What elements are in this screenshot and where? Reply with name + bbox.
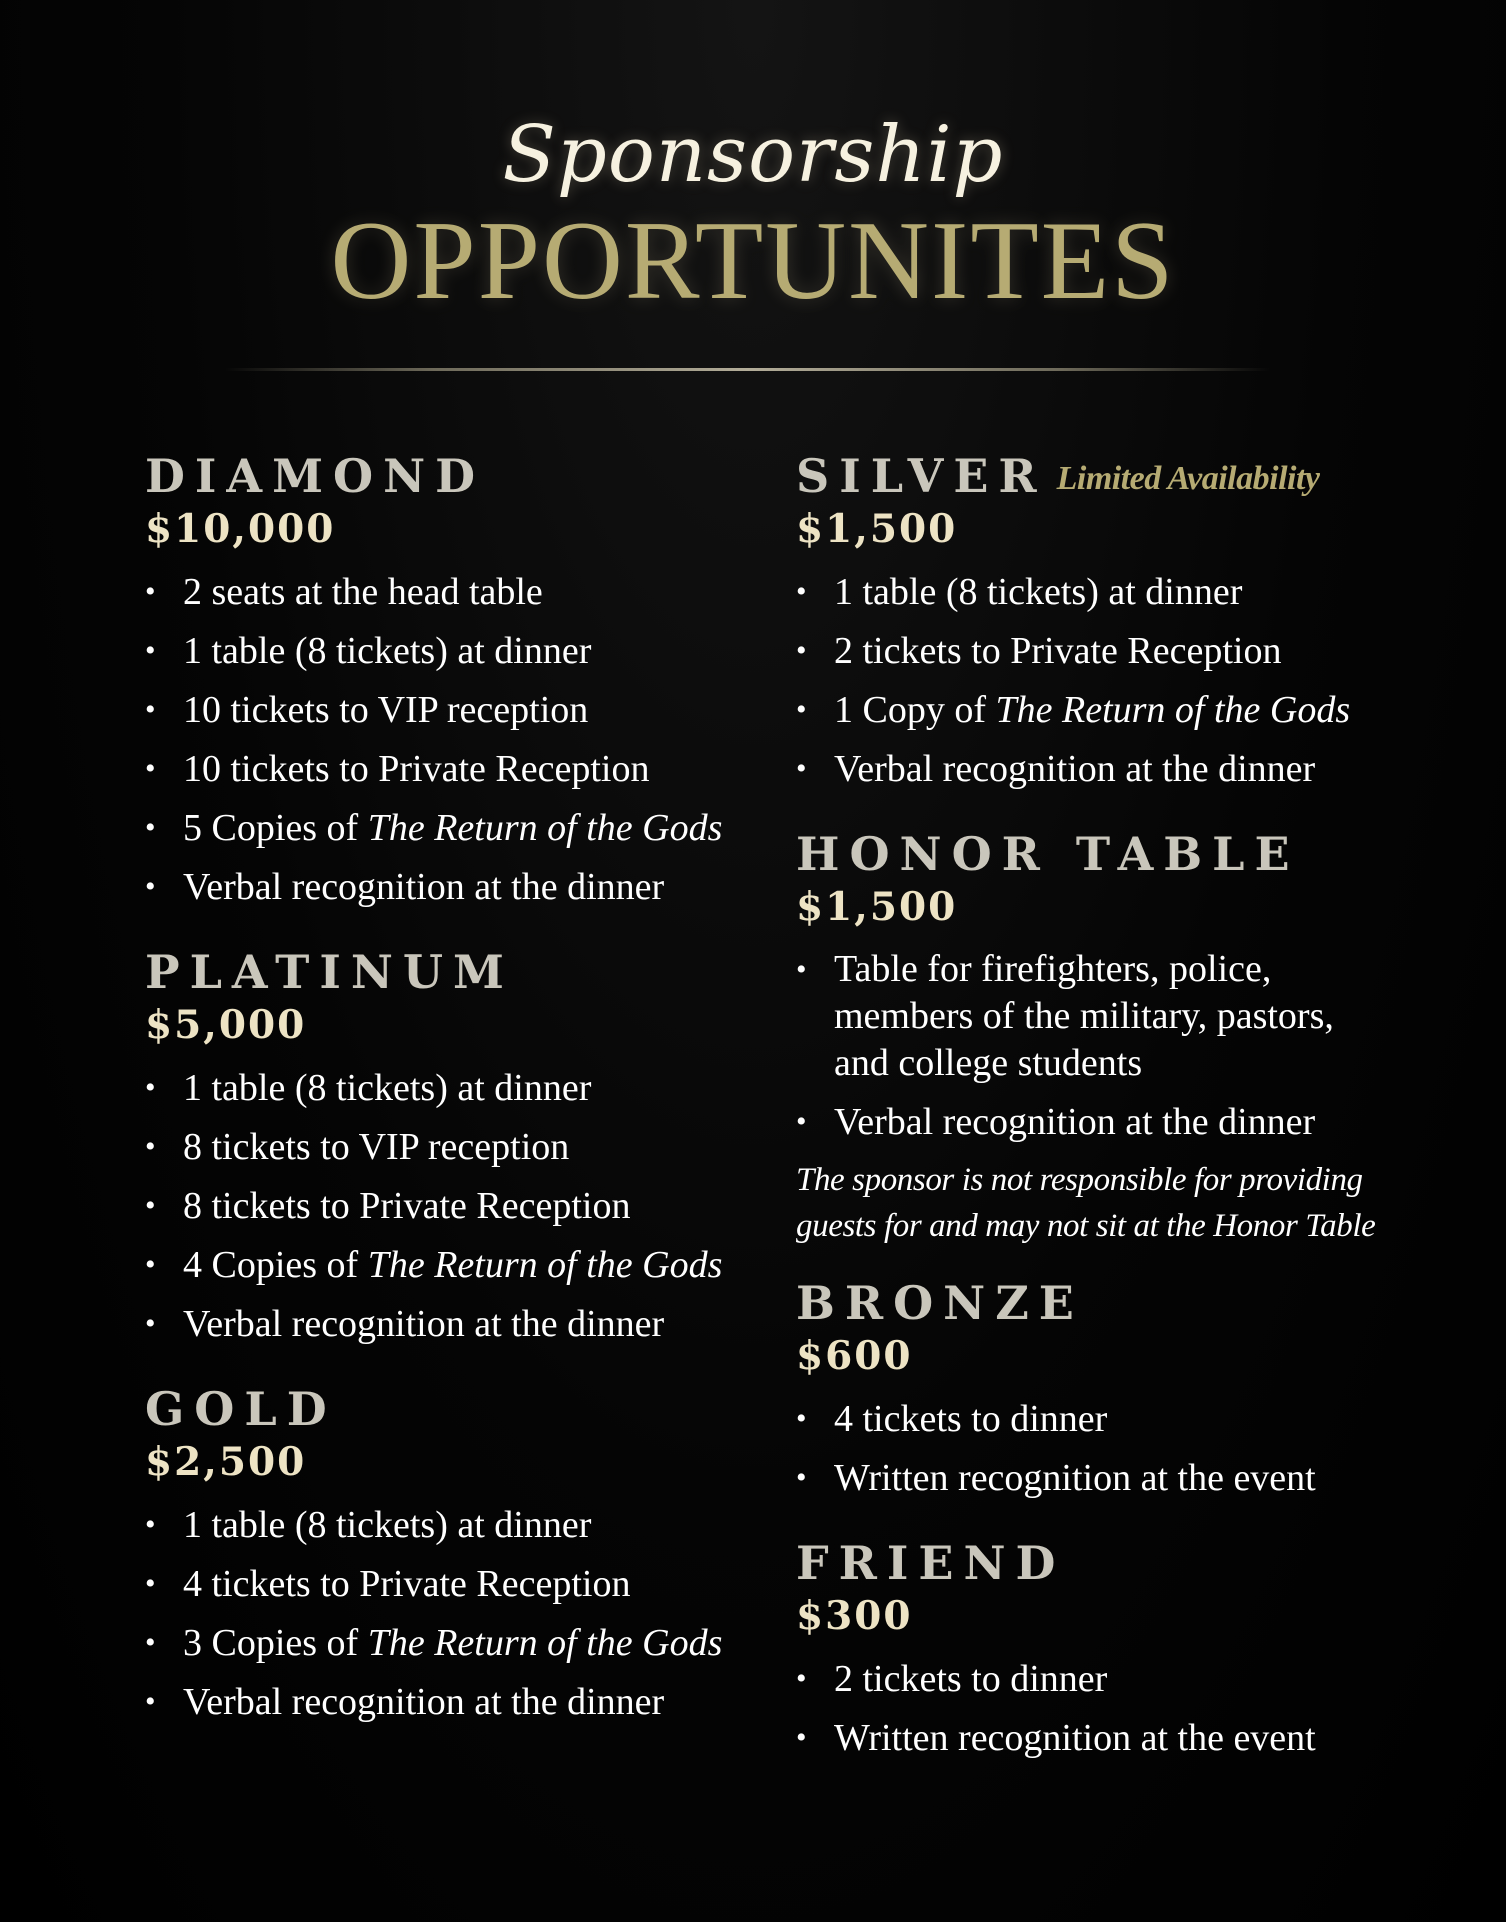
main-title: OPPORTUNITES xyxy=(330,199,1176,323)
list-item: • 1 Copy of The Return of the Gods xyxy=(796,686,1396,734)
list-item: • 4 Copies of The Return of the Gods xyxy=(145,1241,765,1289)
perk-list xyxy=(796,946,1396,1146)
book-title: The Return of the Gods xyxy=(995,689,1351,731)
left-column xyxy=(145,448,765,1737)
list-item: • 1 table (8 tickets) at dinner xyxy=(796,568,1396,616)
tier-name: GOLD xyxy=(145,1382,337,1436)
list-item: • Verbal recognition at the dinner xyxy=(145,1678,765,1726)
tier-name: SILVER Limited Availability xyxy=(796,449,1320,503)
perk-list xyxy=(145,568,765,911)
list-item: • 8 tickets to Private Reception xyxy=(145,1182,765,1230)
list-item: • 2 tickets to Private Reception xyxy=(796,627,1396,675)
list-item: • Written recognition at the event xyxy=(796,1714,1396,1762)
list-item: • Written recognition at the event xyxy=(796,1454,1396,1502)
tier-name: FRIEND xyxy=(796,1536,1066,1590)
list-item: • 10 tickets to Private Reception xyxy=(145,745,765,793)
perk-list xyxy=(145,1064,765,1348)
title-divider xyxy=(225,368,1270,371)
list-item: • 1 table (8 tickets) at dinner xyxy=(145,627,765,675)
tier-price: $1,500 xyxy=(796,506,958,552)
perk-list xyxy=(796,1655,1396,1762)
tier-price: $600 xyxy=(796,1333,913,1379)
tier-price: $5,000 xyxy=(145,1002,307,1048)
list-item: • 1 table (8 tickets) at dinner xyxy=(145,1064,765,1112)
tier-bronze xyxy=(796,1275,1396,1502)
tier-gold xyxy=(145,1381,765,1726)
tier-price: $10,000 xyxy=(145,506,336,552)
tier-price: $2,500 xyxy=(145,1439,307,1485)
list-item: • 2 seats at the head table xyxy=(145,568,765,616)
list-item: • 2 tickets to dinner xyxy=(796,1655,1396,1703)
book-title: The Return of the Gods xyxy=(367,1622,723,1664)
tier-silver xyxy=(796,448,1396,793)
perk-list xyxy=(796,568,1396,793)
tier-price: $1,500 xyxy=(796,884,958,930)
tier-honor-table xyxy=(796,826,1396,1249)
list-item: • 3 Copies of The Return of the Gods xyxy=(145,1619,765,1667)
tier-diamond xyxy=(145,448,765,911)
tier-friend xyxy=(796,1535,1396,1762)
list-item: • 4 tickets to Private Reception xyxy=(145,1560,765,1608)
perk-list xyxy=(145,1501,765,1726)
list-item: • Verbal recognition at the dinner xyxy=(796,745,1396,793)
book-title: The Return of the Gods xyxy=(367,807,723,849)
perk-list xyxy=(796,1395,1396,1502)
list-item: • 1 table (8 tickets) at dinner xyxy=(145,1501,765,1549)
list-item: • 8 tickets to VIP reception xyxy=(145,1123,765,1171)
tier-name: BRONZE xyxy=(796,1276,1084,1330)
list-item: • 4 tickets to dinner xyxy=(796,1395,1396,1443)
tier-platinum xyxy=(145,944,765,1348)
tier-name: PLATINUM xyxy=(145,945,514,999)
list-item: • 5 Copies of The Return of the Gods xyxy=(145,804,765,852)
book-title: The Return of the Gods xyxy=(367,1244,723,1286)
list-item: • Table for firefighters, police, members of the military, pastors, and college students xyxy=(796,946,1396,1087)
honor-table-footnote: The sponsor is not responsible for providing guests for and may not sit at the Honor Table xyxy=(796,1162,1376,1244)
list-item: • Verbal recognition at the dinner xyxy=(145,1300,765,1348)
script-title: Sponsorship xyxy=(502,110,1004,200)
right-column xyxy=(796,448,1396,1773)
list-item: • 10 tickets to VIP reception xyxy=(145,686,765,734)
list-item: • Verbal recognition at the dinner xyxy=(796,1098,1396,1146)
list-item: • Verbal recognition at the dinner xyxy=(145,863,765,911)
tier-name: HONOR TABLE xyxy=(796,827,1300,881)
tier-name: DIAMOND xyxy=(145,449,486,503)
availability-note: Limited Availability xyxy=(1056,460,1320,497)
tier-price: $300 xyxy=(796,1593,913,1639)
